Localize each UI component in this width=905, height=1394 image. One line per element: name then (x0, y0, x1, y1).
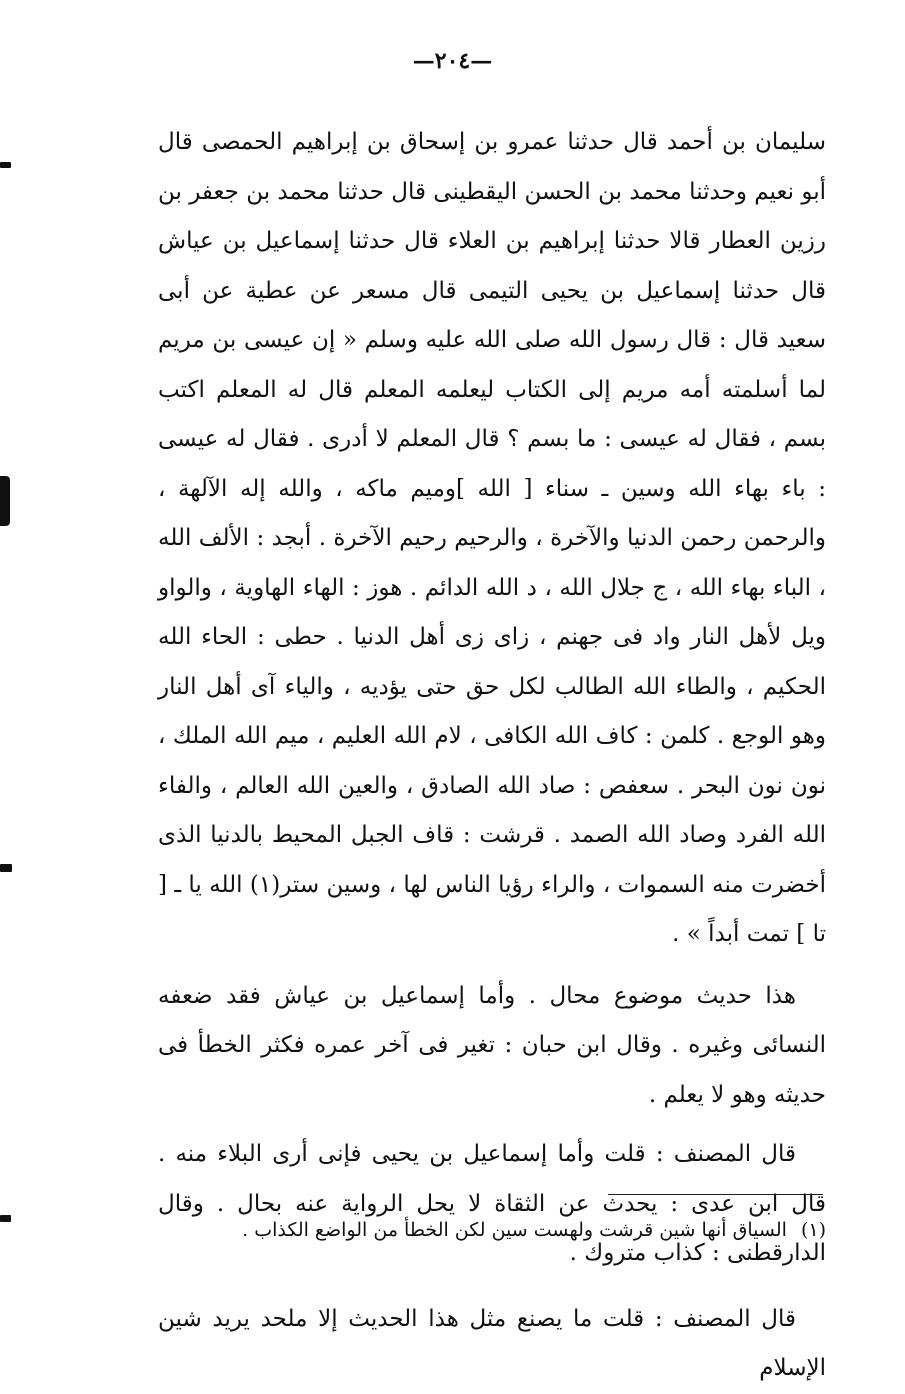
paragraph-author-note: قال المصنف : قلت وأما إسماعيل بن يحيى فإنى أرى البلاء منه . قال ابن عدى : يحدث عن الثقاة لا يحل الرواية عنه بحال . وقال الدارقطنى : كذاب متروك . (158, 1141, 826, 1266)
footnote-number: (١) (800, 1219, 826, 1241)
paragraph-verdict: هذا حديث موضوع محال . وأما إسماعيل بن عياش فقد ضعفه النسائى وغيره . وقال ابن حبان : تغير فى آخر عمره فكثر الخطأ فى حديثه وهو لا يعلم . (158, 982, 826, 1108)
footnote-text: السياق أنها شين قرشت ولهست سين لكن الخطأ من الواضع الكذاب . (242, 1219, 787, 1241)
scan-edge-mark (0, 1215, 11, 1222)
footnote (200, 1210, 826, 1250)
scan-edge-mark (0, 864, 12, 872)
page-number: —٢٠٤— (412, 48, 493, 74)
paragraph-hadith-text: سليمان بن أحمد قال حدثنا عمرو بن إسحاق بن إبراهيم الحمصى قال أبو نعيم وحدثنا محمد بن الحسن اليقطينى قال حدثنا محمد بن جعفر بن رزين العطار قالا حدثنا إبراهيم بن العلاء قال حدثنا إسماعيل بن عياش قال حدثنا إسماعيل بن يحيى التيمى قال مسعر عن عطية عن أبى سعيد قال : قال رسول الله صلى الله عليه وسلم « إن عيسى بن مريم لما أسلمته أمه مريم إلى الكتاب ليعلمه المعلم قال له المعلم اكتب بسم ، فقال له عيسى : ما بسم ؟ قال المعلم لا أدرى . فقال له عيسى : باء بهاء الله وسين ـ سناء [ الله ]وميم ماكه ، والله إله الآلهة ، والرحمن رحمن الدنيا والآخرة ، والرحيم رحيم الآخرة . أبجد : الألف الله ، الباء بهاء الله ، ج جلال الله ، د الله الدائم . هوز : الهاء الهاوية ، والواو ويل لأهل النار واد فى جهنم ، زاى زى أهل الدنيا . حطى : الحاء الله الحكيم ، والطاء الله الطالب لكل حق حتى يؤديه ، والياء آى أهل النار وهو الوجع . كلمن : كاف الله الكافى ، لام الله العليم ، ميم الله الملك ، نون نون البحر . سعفص : صاد الله الصادق ، والعين الله العالم ، والفاء الله الفرد وصاد الله الصمد . قرشت : قاف الجبل المحيط بالدنيا الذى أخضرت منه السموات ، والراء رؤيا الناس لها ، وسين ستر(١) الله يا ـ [ تا ] تمت أبداً » . (158, 129, 826, 947)
scan-edge-mark (0, 476, 10, 526)
paragraph-author-conclusion: قال المصنف : قلت ما يصنع مثل هذا الحديث إلا ملحد يريد شين الإسلام (158, 1305, 826, 1381)
scan-edge-mark (0, 162, 11, 168)
footnote-divider (608, 1194, 823, 1195)
main-text (158, 118, 826, 1394)
